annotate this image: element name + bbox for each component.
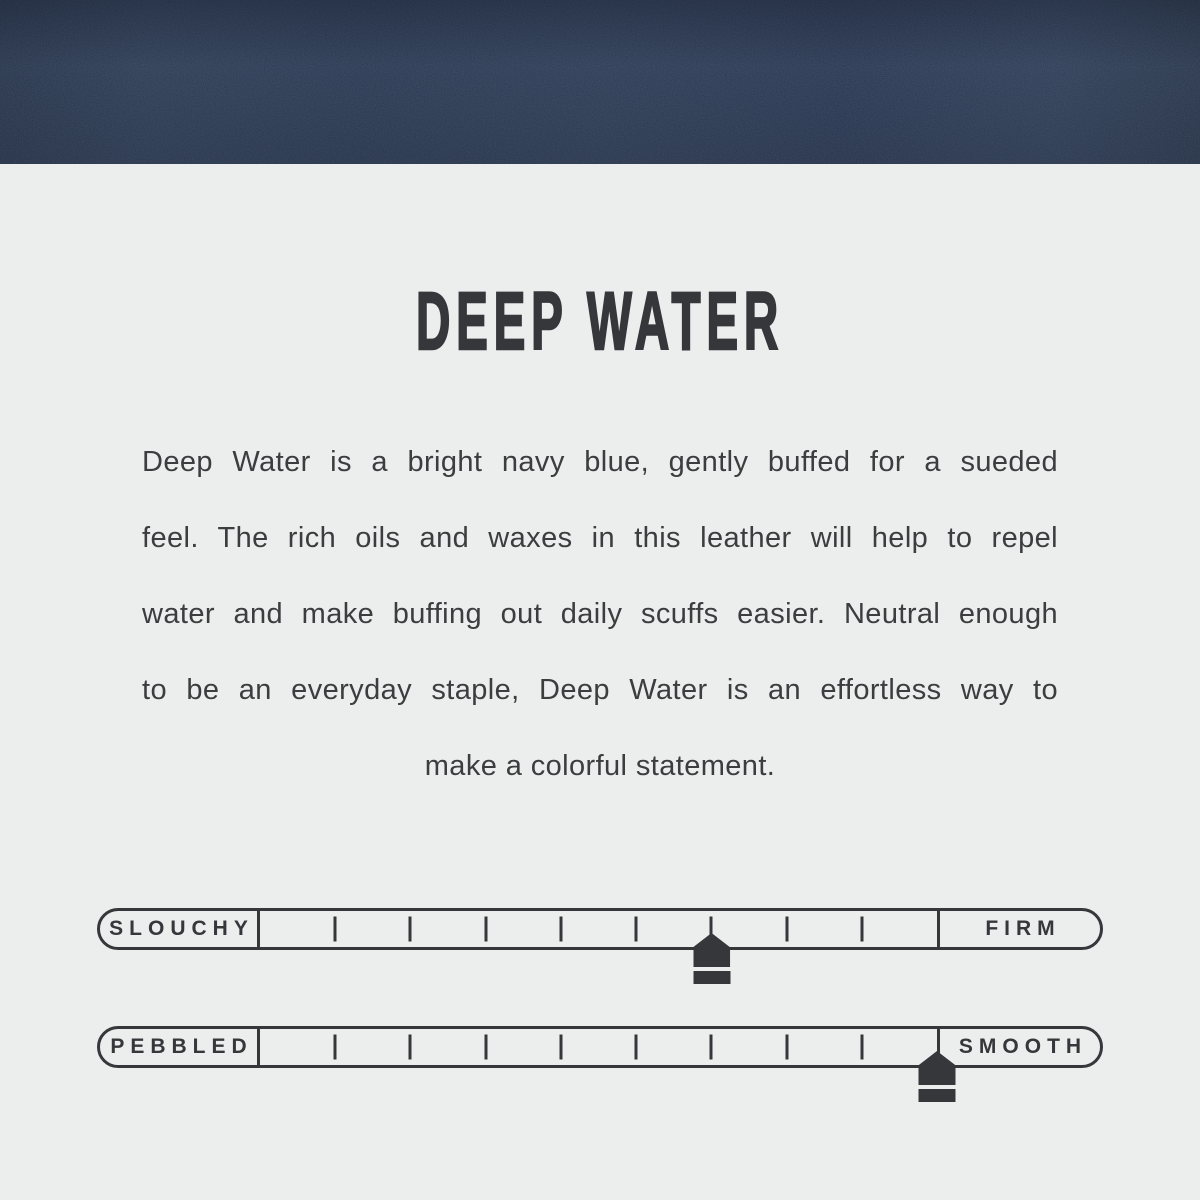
tick-mark — [710, 1035, 713, 1060]
tick-mark — [484, 1035, 487, 1060]
tick-mark — [785, 917, 788, 942]
leather-swatch-banner — [0, 0, 1200, 164]
scale-label-slouchy: SLOUCHY — [100, 911, 260, 947]
pebbled-smooth-scale — [97, 1026, 1103, 1068]
tick-mark — [860, 1035, 863, 1060]
slouchy-firm-scale — [97, 908, 1103, 950]
scale-label-pebbled: PEBBLED — [100, 1029, 260, 1065]
scale-marker — [693, 933, 730, 984]
description-line: Deep Water is a bright navy blue, gently buffed for a sueded — [142, 446, 1058, 478]
tick-mark — [409, 917, 412, 942]
marker-base-bar — [919, 1089, 956, 1102]
tick-mark — [559, 1035, 562, 1060]
tick-mark — [785, 1035, 788, 1060]
scale-track — [260, 911, 937, 947]
description-line: feel. The rich oils and waxes in this leather will help to repel — [142, 522, 1058, 554]
description-line: water and make buffing out daily scuffs easier. Neutral enough — [142, 598, 1058, 630]
tick-mark — [860, 917, 863, 942]
leather-texture-image — [0, 0, 1200, 164]
scale-label-firm: FIRM — [937, 911, 1100, 947]
marker-arrow-icon — [693, 933, 730, 967]
description-line: make a colorful statement. — [424, 750, 776, 782]
description-paragraph — [142, 424, 1058, 804]
tick-mark — [484, 917, 487, 942]
tick-mark — [635, 1035, 638, 1060]
description-line: to be an everyday staple, Deep Water is an effortless way to — [142, 674, 1058, 706]
tick-mark — [635, 917, 638, 942]
marker-arrow-icon — [919, 1051, 956, 1085]
tick-mark — [334, 1035, 337, 1060]
scale-track — [260, 1029, 937, 1065]
tick-mark — [334, 917, 337, 942]
marker-base-bar — [693, 971, 730, 984]
tick-mark — [409, 1035, 412, 1060]
scale-label-smooth: SMOOTH — [937, 1029, 1100, 1065]
scale-marker — [919, 1051, 956, 1102]
page-title: DEEP WATER — [415, 276, 785, 367]
tick-mark — [559, 917, 562, 942]
